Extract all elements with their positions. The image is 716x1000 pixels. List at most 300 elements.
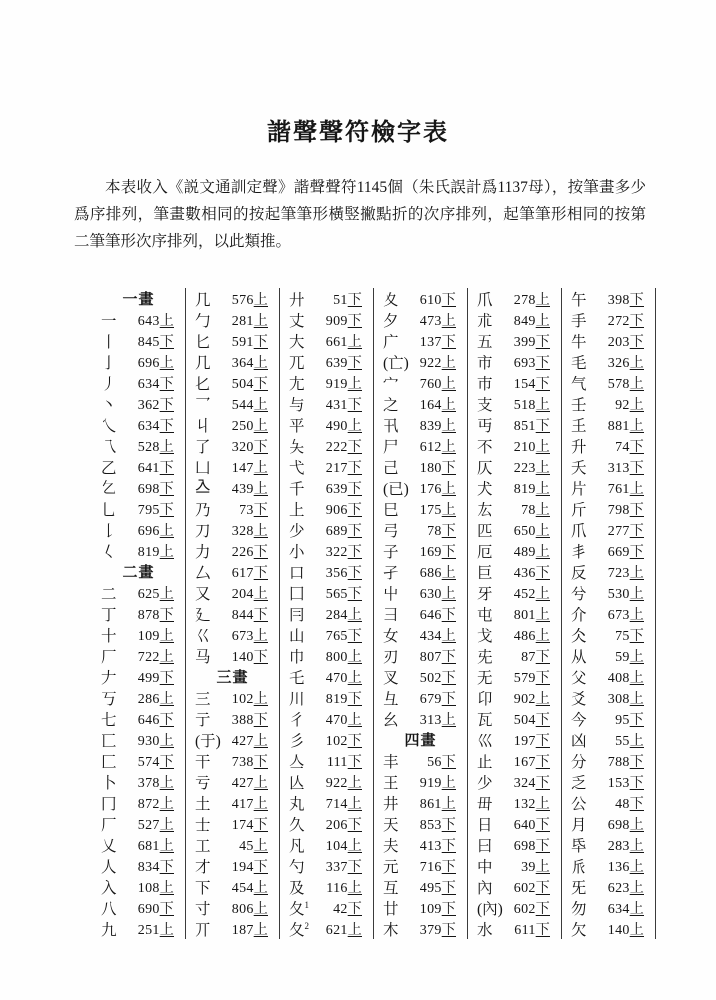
entry-page-half-marker: 上	[629, 922, 644, 938]
index-entry	[280, 687, 373, 708]
entry-page-ref: 696上	[137, 523, 174, 539]
index-entry	[562, 687, 655, 708]
entry-page-half-marker: 上	[159, 922, 174, 938]
entry-page-half-marker: 下	[535, 733, 550, 749]
entry-character: 冂	[101, 795, 117, 813]
index-entry	[280, 477, 373, 498]
entry-page-half-marker: 下	[535, 355, 550, 371]
entry-page-half-marker: 上	[629, 355, 644, 371]
index-entry	[92, 456, 185, 477]
entry-page-ref: 320下	[231, 439, 268, 455]
intro-paragraph: 本表收入《説文通訓定聲》諧聲聲符1145個（朱氏誤計爲1137母），按筆畫多少爲序排列，筆畫數相同的按起筆筆形橫竪撇點折的次序排列，起筆筆形相同的按第二筆筆形次序排列，以此類推。	[74, 179, 646, 250]
entry-page-half-marker: 下	[159, 859, 174, 875]
entry-page-half-marker: 下	[535, 817, 550, 833]
entry-character: 𠂇	[101, 669, 117, 687]
entry-character: 匕	[195, 333, 211, 351]
entry-page-half-marker: 上	[347, 838, 362, 854]
entry-page-ref: 180下	[419, 460, 456, 476]
entry-character: 亅	[101, 354, 117, 372]
index-entry	[92, 330, 185, 351]
entry-character: 刃	[383, 648, 399, 666]
entry-page-ref: 504下	[231, 376, 268, 392]
entry-page-half-marker: 下	[629, 775, 644, 791]
entry-page-ref: 102下	[325, 733, 362, 749]
entry-character: 宀	[383, 375, 399, 393]
index-entry	[186, 750, 279, 771]
index-entry	[280, 498, 373, 519]
entry-page-half-marker: 下	[347, 397, 362, 413]
index-entry	[186, 645, 279, 666]
index-entry	[562, 666, 655, 687]
index-entry	[374, 624, 467, 645]
index-entry	[92, 309, 185, 330]
index-entry	[92, 729, 185, 750]
entry-page-ref: 154下	[513, 376, 550, 392]
entry-character: 廴	[195, 606, 211, 624]
index-entry	[92, 876, 185, 897]
index-entry	[186, 813, 279, 834]
index-entry	[186, 876, 279, 897]
index-entry	[374, 309, 467, 330]
entry-page-ref: 853下	[419, 817, 456, 833]
entry-page-ref: 641下	[137, 460, 174, 476]
index-entry	[280, 729, 373, 750]
index-entry	[92, 435, 185, 456]
entry-page-ref: 845下	[137, 334, 174, 350]
entry-character: 彑	[383, 690, 399, 708]
entry-page-ref: 167下	[513, 754, 550, 770]
entry-character: 𠂢	[571, 858, 587, 876]
entry-character: 止	[477, 753, 493, 771]
entry-page-ref: 844下	[231, 607, 268, 623]
entry-page-ref: 922上	[419, 355, 456, 371]
entry-character: 丯	[571, 543, 587, 561]
index-entry	[92, 603, 185, 624]
entry-page-half-marker: 上	[535, 628, 550, 644]
entry-page-ref: 489上	[513, 544, 550, 560]
entry-page-ref: 136上	[607, 859, 644, 875]
entry-page-ref: 452上	[513, 586, 550, 602]
entry-page-ref: 250上	[231, 418, 268, 434]
entry-page-ref: 203下	[607, 334, 644, 350]
entry-page-ref: 454上	[231, 880, 268, 896]
index-entry	[562, 393, 655, 414]
entry-page-ref: 140下	[231, 649, 268, 665]
entry-character: 几	[195, 291, 211, 309]
entry-page-half-marker: 上	[441, 502, 456, 518]
entry-character: 牛	[571, 333, 587, 351]
entry-page-ref: 819上	[513, 481, 550, 497]
index-entry	[280, 582, 373, 603]
entry-page-half-marker: 下	[535, 754, 550, 770]
entry-page-half-marker: 下	[253, 544, 268, 560]
entry-character: 力	[195, 543, 211, 561]
entry-character: 𠃉	[101, 479, 117, 497]
index-entry	[280, 876, 373, 897]
index-entry	[280, 624, 373, 645]
entry-page-ref: 326上	[607, 355, 644, 371]
entry-page-ref: 42下	[333, 901, 362, 917]
entry-page-half-marker: 上	[159, 439, 174, 455]
entry-page-half-marker: 上	[629, 397, 644, 413]
index-entry	[280, 708, 373, 729]
entry-page-ref: 902上	[513, 691, 550, 707]
index-entry	[374, 834, 467, 855]
entry-page-half-marker: 上	[347, 607, 362, 623]
index-entry	[374, 351, 467, 372]
entry-character: 勺	[289, 858, 305, 876]
entry-character: 牙	[477, 585, 493, 603]
index-entry	[468, 771, 561, 792]
entry-page-half-marker: 上	[629, 649, 644, 665]
entry-page-ref: 109下	[419, 901, 456, 917]
entry-page-half-marker: 下	[535, 670, 550, 686]
entry-page-ref: 930上	[137, 733, 174, 749]
index-entry	[280, 897, 373, 918]
entry-page-ref: 673上	[231, 628, 268, 644]
entry-page-half-marker: 下	[535, 712, 550, 728]
entry-page-half-marker: 下	[347, 460, 362, 476]
entry-character: 旡	[571, 879, 587, 897]
index-entry	[374, 414, 467, 435]
entry-page-ref: 74下	[615, 439, 644, 455]
entry-page-half-marker: 下	[629, 754, 644, 770]
entry-character: 戈	[477, 627, 493, 645]
entry-page-half-marker: 上	[159, 733, 174, 749]
index-entry	[374, 876, 467, 897]
entry-page-half-marker: 下	[629, 292, 644, 308]
entry-page-half-marker: 下	[253, 649, 268, 665]
entry-page-ref: 922上	[325, 775, 362, 791]
entry-page-ref: 169下	[419, 544, 456, 560]
index-entry	[92, 540, 185, 561]
entry-page-ref: 602下	[513, 880, 550, 896]
index-entry	[562, 603, 655, 624]
index-entry	[186, 435, 279, 456]
entry-page-half-marker: 上	[253, 838, 268, 854]
entry-page-half-marker: 上	[629, 880, 644, 896]
index-entry	[92, 834, 185, 855]
entry-character: 丂	[101, 690, 117, 708]
entry-character: 夊	[383, 291, 399, 309]
entry-page-ref: 187上	[231, 922, 268, 938]
entry-page-ref: 690下	[137, 901, 174, 917]
entry-character: 上	[289, 501, 305, 519]
entry-page-ref: 698下	[513, 838, 550, 854]
entry-page-half-marker: 上	[159, 586, 174, 602]
entry-page-ref: 788下	[607, 754, 644, 770]
entry-page-ref: 95下	[615, 712, 644, 728]
entry-character: 了	[195, 438, 211, 456]
index-entry	[186, 729, 279, 750]
entry-character: 欠	[571, 921, 587, 939]
index-entry	[186, 309, 279, 330]
entry-page-half-marker: 上	[535, 544, 550, 560]
entry-page-half-marker: 下	[441, 817, 456, 833]
index-entry	[92, 414, 185, 435]
index-entry	[280, 393, 373, 414]
index-entry	[468, 603, 561, 624]
entry-page-half-marker: 下	[347, 565, 362, 581]
index-entry	[468, 351, 561, 372]
entry-character: 不	[477, 438, 493, 456]
entry-page-half-marker: 上	[441, 439, 456, 455]
entry-character: 弓	[383, 522, 399, 540]
entry-character: 九	[101, 921, 117, 939]
index-entry	[186, 792, 279, 813]
index-entry	[374, 687, 467, 708]
entry-character: 彳	[289, 711, 305, 729]
entry-page-half-marker: 上	[253, 796, 268, 812]
entry-character: 勹	[195, 312, 211, 330]
entry-page-ref: 919上	[325, 376, 362, 392]
entry-page-ref: 578上	[607, 376, 644, 392]
entry-page-ref: 153下	[607, 775, 644, 791]
entry-page-half-marker: 上	[441, 376, 456, 392]
entry-page-ref: 356下	[325, 565, 362, 581]
index-entry	[562, 771, 655, 792]
entry-page-ref: 738下	[231, 754, 268, 770]
index-entry	[280, 519, 373, 540]
entry-character: 父	[571, 669, 587, 687]
entry-character: 介	[571, 606, 587, 624]
index-entry	[374, 708, 467, 729]
index-entry	[468, 435, 561, 456]
index-entry	[468, 834, 561, 855]
index-entry	[92, 645, 185, 666]
entry-page-half-marker: 下	[441, 544, 456, 560]
entry-page-half-marker: 下	[441, 880, 456, 896]
entry-page-ref: 362下	[137, 397, 174, 413]
index-entry	[92, 750, 185, 771]
entry-page-ref: 164上	[419, 397, 456, 413]
index-entry	[186, 834, 279, 855]
index-entry	[468, 477, 561, 498]
entry-page-ref: 761上	[607, 481, 644, 497]
entry-page-ref: 851下	[513, 418, 550, 434]
entry-page-half-marker: 上	[629, 838, 644, 854]
entry-page-half-marker: 下	[535, 376, 550, 392]
entry-page-half-marker: 上	[159, 817, 174, 833]
entry-page-half-marker: 上	[253, 355, 268, 371]
entry-character: 冃	[289, 606, 305, 624]
entry-character: 亼	[289, 753, 305, 771]
entry-page-ref: 92上	[615, 397, 644, 413]
entry-page-half-marker: 上	[535, 523, 550, 539]
entry-character: 中	[477, 858, 493, 876]
entry-page-ref: 439上	[231, 481, 268, 497]
entry-character: 口	[289, 564, 305, 582]
entry-page-ref: 73下	[239, 502, 268, 518]
index-entry	[562, 645, 655, 666]
entry-page-ref: 617下	[231, 565, 268, 581]
entry-page-half-marker: 上	[347, 376, 362, 392]
entry-page-half-marker: 上	[253, 922, 268, 938]
entry-character: 彡	[289, 732, 305, 750]
entry-character: (內)	[477, 900, 503, 918]
entry-page-half-marker: 上	[535, 859, 550, 875]
index-entry	[468, 792, 561, 813]
entry-character: 犬	[477, 480, 493, 498]
entry-page-half-marker: 下	[253, 607, 268, 623]
entry-page-ref: 872上	[137, 796, 174, 812]
index-entry	[186, 687, 279, 708]
index-entry	[562, 372, 655, 393]
entry-page-ref: 698上	[607, 817, 644, 833]
entry-character: 久	[289, 816, 305, 834]
index-entry	[280, 351, 373, 372]
entry-character: 氒	[571, 837, 587, 855]
entry-character: 元	[383, 858, 399, 876]
entry-character: 木	[383, 921, 399, 939]
entry-page-ref: 272下	[607, 313, 644, 329]
entry-character: 斤	[571, 501, 587, 519]
entry-character: 几	[195, 354, 211, 372]
entry-page-ref: 634上	[607, 901, 644, 917]
entry-page-ref: 399下	[513, 334, 550, 350]
entry-page-ref: 723上	[607, 565, 644, 581]
entry-page-ref: 650上	[513, 523, 550, 539]
entry-character: 𡿨	[101, 543, 117, 561]
entry-superscript: 1	[304, 899, 310, 910]
entry-character: 月	[571, 816, 587, 834]
entry-page-ref: 806上	[231, 901, 268, 917]
entry-page-half-marker: 下	[441, 859, 456, 875]
entry-page-half-marker: 上	[629, 565, 644, 581]
index-entry	[562, 498, 655, 519]
index-entry	[562, 519, 655, 540]
entry-page-ref: 696上	[137, 355, 174, 371]
entry-page-half-marker: 下	[441, 670, 456, 686]
entry-page-half-marker: 下	[629, 334, 644, 350]
entry-page-ref: 801上	[513, 607, 550, 623]
index-entry	[562, 918, 655, 939]
entry-page-ref: 413下	[419, 838, 456, 854]
entry-character: 屮	[383, 585, 399, 603]
entry-page-half-marker: 下	[253, 334, 268, 350]
entry-page-ref: 78上	[521, 502, 550, 518]
index-entry	[562, 288, 655, 309]
entry-page-half-marker: 上	[253, 775, 268, 791]
index-entry	[92, 813, 185, 834]
entry-character: 厷	[477, 501, 493, 519]
entry-page-half-marker: 下	[347, 481, 362, 497]
entry-character: 今	[571, 711, 587, 729]
entry-page-half-marker: 下	[159, 901, 174, 917]
entry-page-ref: 470上	[325, 712, 362, 728]
entry-page-ref: 686上	[419, 565, 456, 581]
entry-page-ref: 104上	[325, 838, 362, 854]
entry-page-ref: 698下	[137, 481, 174, 497]
index-entry	[186, 288, 279, 309]
entry-page-half-marker: 下	[347, 292, 362, 308]
index-entry	[562, 834, 655, 855]
entry-page-half-marker: 上	[629, 859, 644, 875]
entry-page-half-marker: 上	[253, 523, 268, 539]
entry-character: 马	[195, 648, 211, 666]
entry-character: 丿	[101, 375, 117, 393]
entry-page-half-marker: 上	[347, 712, 362, 728]
entry-page-ref: 495下	[419, 880, 456, 896]
entry-character: 与	[289, 396, 305, 414]
entry-page-half-marker: 上	[253, 628, 268, 644]
entry-page-half-marker: 下	[441, 691, 456, 707]
index-entry	[186, 624, 279, 645]
index-entry	[562, 309, 655, 330]
index-entry	[562, 729, 655, 750]
entry-page-ref: 281上	[231, 313, 268, 329]
entry-character: 王	[383, 774, 399, 792]
entry-page-half-marker: 下	[441, 334, 456, 350]
entry-character: 匹	[477, 522, 493, 540]
entry-character: 匚	[101, 753, 117, 771]
entry-character: 凵	[195, 459, 211, 477]
index-entry	[374, 561, 467, 582]
entry-page-ref: 646下	[419, 607, 456, 623]
entry-character: 亏	[195, 774, 211, 792]
entry-character: 孑	[383, 564, 399, 582]
index-entry	[186, 414, 279, 435]
entry-page-ref: 217下	[325, 460, 362, 476]
entry-page-ref: 819上	[137, 544, 174, 560]
index-entry	[280, 855, 373, 876]
index-entry	[280, 414, 373, 435]
entry-page-half-marker: 下	[253, 565, 268, 581]
index-entry	[468, 876, 561, 897]
entry-page-ref: 502下	[419, 670, 456, 686]
entry-page-ref: 108上	[137, 880, 174, 896]
index-entry	[562, 540, 655, 561]
entry-character: 反	[571, 564, 587, 582]
entry-page-half-marker: 上	[253, 397, 268, 413]
entry-page-half-marker: 下	[347, 901, 362, 917]
entry-page-half-marker: 下	[441, 901, 456, 917]
entry-character: 天	[383, 816, 399, 834]
index-entry	[374, 771, 467, 792]
entry-character: 毌	[477, 795, 493, 813]
entry-character: 𠓛	[195, 479, 211, 496]
entry-page-half-marker: 上	[535, 586, 550, 602]
entry-character: 才	[195, 858, 211, 876]
entry-page-ref: 591下	[231, 334, 268, 350]
entry-page-half-marker: 下	[629, 544, 644, 560]
entry-page-half-marker: 上	[441, 565, 456, 581]
entry-character: 厶	[195, 564, 211, 582]
entry-character: 乚	[101, 501, 117, 519]
entry-page-half-marker: 下	[347, 439, 362, 455]
entry-character: 𡈼	[571, 417, 587, 435]
entry-character: (于)	[195, 732, 221, 750]
index-entry	[280, 330, 373, 351]
index-entry	[468, 624, 561, 645]
index-entry	[468, 855, 561, 876]
index-entry	[468, 666, 561, 687]
entry-character: 仄	[477, 459, 493, 477]
entry-page-ref: 849上	[513, 313, 550, 329]
index-entry	[280, 309, 373, 330]
table-column-5	[468, 288, 562, 939]
entry-page-half-marker: 下	[535, 838, 550, 854]
entry-page-half-marker: 上	[441, 712, 456, 728]
entry-page-ref: 861上	[419, 796, 456, 812]
entry-page-ref: 530上	[607, 586, 644, 602]
index-entry	[280, 540, 373, 561]
entry-character: 兀	[289, 354, 305, 372]
entry-page-ref: 337下	[325, 859, 362, 875]
entry-page-ref: 579下	[513, 670, 550, 686]
index-entry	[562, 456, 655, 477]
entry-page-half-marker: 下	[535, 775, 550, 791]
